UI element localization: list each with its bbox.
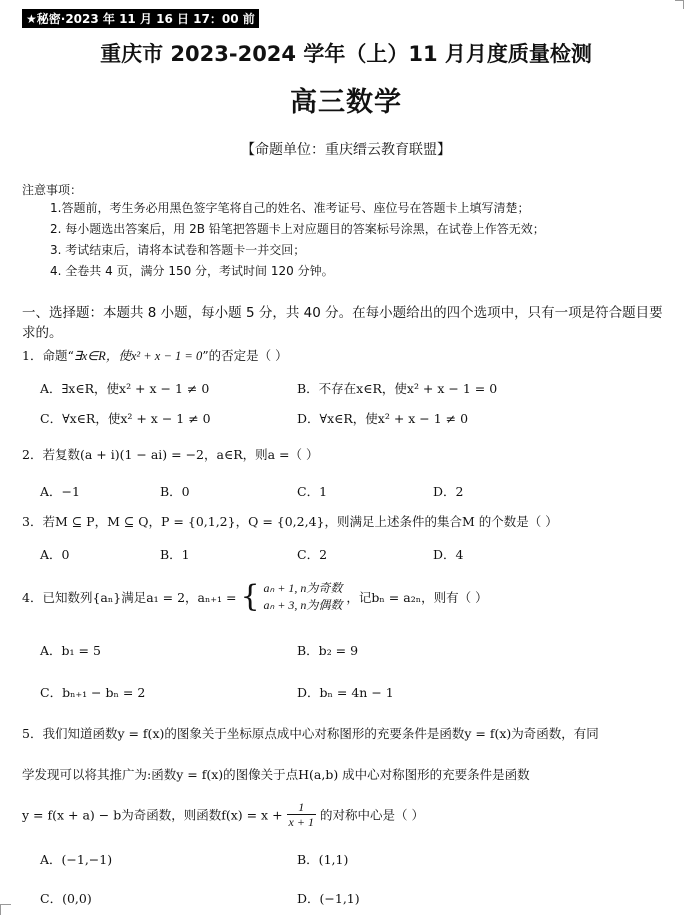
note-item: 4. 全卷共 4 页，满分 150 分，考试时间 120 分钟。 [50, 264, 334, 278]
question-text: 4．已知数列{aₙ}满足a₁ = 2，aₙ₊₁ = [22, 590, 237, 605]
notes-heading: 注意事项： [22, 183, 83, 197]
question-3: 3．若M ⊆ P，M ⊆ Q，P = {0,1,2}，Q = {0,2,4}，则满足上述条件的集合M 的个数是（ ） [22, 514, 558, 529]
corner-mark [0, 904, 11, 915]
question-number: 1． [22, 348, 43, 363]
exam-title: 重庆市 2023-2024 学年（上）11 月月度质量检测 [100, 42, 592, 66]
option-a: A．0 [40, 547, 70, 562]
piecewise-cases [264, 580, 343, 614]
question-text: ”的否定是（ ） [202, 348, 288, 363]
option-d: D．2 [433, 484, 464, 499]
note-item: 2. 每小题选出答案后，用 2B 铅笔把答题卡上对应题目的答案标号涂黑，在试卷上作答无效； [50, 222, 545, 236]
question-text: y = f(x + a) − b为奇函数，则函数f(x) = x + [22, 807, 283, 823]
question-5-line-1: 5．我们知道函数y = f(x)的图象关于坐标原点成中心对称图形的充要条件是函数y = f(x)为奇函数，有同 [22, 726, 599, 741]
corner-mark [675, 0, 684, 9]
brace-symbol: { [240, 579, 260, 614]
question-5-line-3 [22, 800, 424, 829]
option-d: D．(−1,1) [297, 891, 360, 906]
option-b: B．0 [160, 484, 190, 499]
question-2: 2．若复数(a + i)(1 − ai) = −2，a∈R，则a =（ ） [22, 447, 319, 462]
case-odd: aₙ + 1, n为奇数 [263, 581, 343, 595]
option-a: A．−1 [40, 484, 80, 499]
fraction [287, 800, 316, 829]
question-text: ，记bₙ = a₂ₙ，则有（ ） [346, 590, 488, 605]
question-text: 的对称中心是（ ） [319, 807, 424, 823]
subject-title: 高三数学 [290, 87, 402, 118]
question-text: 命题“ [42, 348, 74, 363]
option-c: C．1 [297, 484, 328, 499]
option-b: B．b₂ = 9 [297, 643, 359, 658]
question-1 [22, 346, 288, 364]
option-b: B．1 [160, 547, 190, 562]
option-b: B．不存在x∈R，使x² + x − 1 = 0 [297, 381, 498, 396]
fraction-numerator: 1 [287, 800, 316, 815]
question-4 [22, 580, 488, 614]
option-c: C．bₙ₊₁ − bₙ = 2 [40, 685, 146, 700]
option-a: A．b₁ = 5 [40, 643, 101, 658]
option-d: D．bₙ = 4n − 1 [297, 685, 394, 700]
note-item: 1.答题前，考生务必用黑色签字笔将自己的姓名、准考证号、座位号在答题卡上填写清楚； [50, 201, 530, 215]
fraction-denominator: x + 1 [288, 815, 314, 829]
option-a: A．(−1,−1) [40, 852, 113, 867]
note-item: 3. 考试结束后，请将本试卷和答题卡一并交回； [50, 243, 306, 257]
option-c: C．(0,0) [40, 891, 92, 906]
option-c: C．∀x∈R，使x² + x − 1 ≠ 0 [40, 411, 211, 426]
question-math: ∃x∈R，使x² + x − 1 = 0 [73, 349, 203, 363]
question-5-line-2: 学发现可以将其推广为:函数y = f(x)的图像关于点H(a,b) 成中心对称图形的充要条件是函数 [22, 767, 530, 782]
case-even: aₙ + 3, n为偶数 [263, 598, 343, 612]
option-c: C．2 [297, 547, 328, 562]
option-b: B．(1,1) [297, 852, 349, 867]
secret-label: ★秘密·2023 年 11 月 16 日 17：00 前 [22, 9, 259, 28]
option-a: A．∃x∈R，使x² + x − 1 ≠ 0 [40, 381, 210, 396]
option-d: D．∀x∈R，使x² + x − 1 ≠ 0 [297, 411, 469, 426]
option-d: D．4 [433, 547, 464, 562]
author-unit: 【命题单位：重庆缙云教育联盟】 [241, 142, 451, 158]
section-title: 一、选择题：本题共 8 小题，每小题 5 分，共 40 分。在每小题给出的四个选项中，只有一项是符合题目要求的。 [22, 305, 663, 341]
